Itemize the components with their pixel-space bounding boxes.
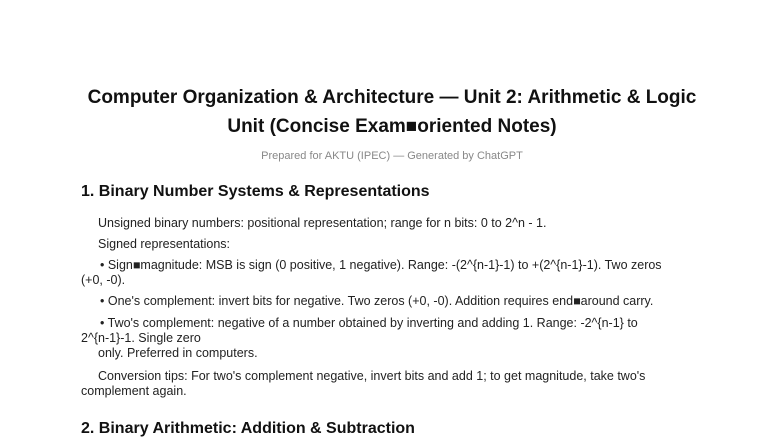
twos-complement-bullet [81, 316, 721, 361]
twos-complement-line-3: only. Preferred in computers. [98, 346, 258, 360]
signed-intro: Signed representations: [98, 237, 231, 251]
sign-magnitude-line-1: • Sign■magnitude: MSB is sign (0 positive, 1 negative). Range: -(2^{n-1}-1) to +(2^{n-1}-1). Two zeros [100, 258, 662, 272]
section-1-heading: 1. Binary Number Systems & Representations [81, 183, 430, 200]
twos-complement-line-2: 2^{n-1}-1. Single zero [81, 331, 201, 345]
conversion-line-1: Conversion tips: For two's complement negative, invert bits and add 1; to get magnitude, take two's [98, 369, 646, 383]
unsigned-paragraph: Unsigned binary numbers: positional representation; range for n bits: 0 to 2^n - 1. [98, 216, 547, 230]
document-subtitle: Prepared for AKTU (IPEC) — Generated by ChatGPT [261, 150, 523, 162]
title-line-2: Unit (Concise Exam■oriented Notes) [227, 116, 557, 137]
conversion-line-2: complement again. [81, 384, 187, 398]
document-title [60, 83, 724, 141]
sign-magnitude-bullet [81, 258, 721, 288]
twos-complement-line-1: • Two's complement: negative of a number obtained by inverting and adding 1. Range: -2^{n-1} to [100, 316, 638, 330]
ones-complement-bullet: • One's complement: invert bits for negative. Two zeros (+0, -0). Addition requires end■around carry. [100, 294, 654, 308]
sign-magnitude-line-2: (+0, -0). [81, 273, 126, 287]
title-line-1: Computer Organization & Architecture — Unit 2: Arithmetic & Logic [87, 87, 697, 108]
conversion-tips [81, 369, 721, 399]
section-2-heading: 2. Binary Arithmetic: Addition & Subtraction [81, 420, 415, 437]
